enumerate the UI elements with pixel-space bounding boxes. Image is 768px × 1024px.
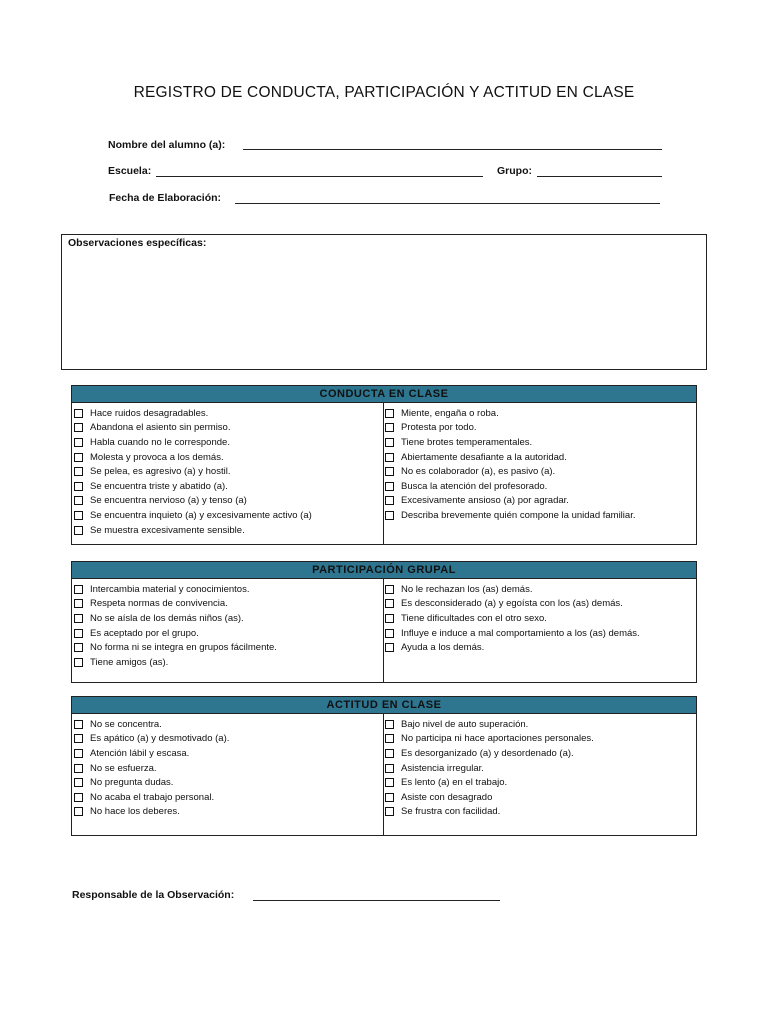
checklist-item[interactable] [384,640,696,655]
participacion-section [71,561,697,683]
checklist-item[interactable] [72,479,383,494]
checkbox[interactable] [385,629,394,638]
checklist-item[interactable] [72,450,383,465]
checklist-column-left [72,714,384,835]
checkbox[interactable] [74,749,83,758]
checkbox[interactable] [385,423,394,432]
checkbox[interactable] [385,793,394,802]
checkbox[interactable] [74,496,83,505]
checkbox[interactable] [385,764,394,773]
checklist-item[interactable] [384,717,696,732]
checklist-item-label: Se encuentra nervioso (a) y tenso (a) [90,495,247,507]
checklist-column-right [384,403,696,544]
checklist-item[interactable] [72,494,383,509]
checklist-item[interactable] [72,761,383,776]
checklist-item-label: Es desconsiderado (a) y egoísta con los (as) demás. [401,598,623,610]
checklist-item-label: Tiene dificultades con el otro sexo. [401,612,547,624]
checkbox[interactable] [385,409,394,418]
checklist-item-label: Respeta normas de convivencia. [90,598,228,610]
checklist-item-label: No se esfuerza. [90,762,157,774]
checklist-item-label: Influye e induce a mal comportamiento a los (as) demás. [401,627,640,639]
checklist-item[interactable] [384,805,696,820]
checklist-item-label: Es aceptado por el grupo. [90,627,199,639]
checklist-item-label: Abiertamente desafiante a la autoridad. [401,451,567,463]
group-line[interactable] [537,176,662,177]
date-line[interactable] [235,203,660,204]
student-name-label: Nombre del alumno (a): [108,139,226,151]
checkbox[interactable] [74,511,83,520]
checklist-item[interactable] [72,626,383,641]
observations-box[interactable] [61,234,707,370]
checklist-column-right [384,714,696,835]
checklist-column-right [384,579,696,682]
section-header: CONDUCTA EN CLASE [72,386,696,403]
checkbox[interactable] [385,720,394,729]
checkbox[interactable] [385,496,394,505]
checkbox[interactable] [74,807,83,816]
checkbox[interactable] [74,526,83,535]
checklist-item-label: Se muestra excesivamente sensible. [90,524,245,536]
checkbox[interactable] [385,585,394,594]
checkbox[interactable] [74,734,83,743]
checkbox[interactable] [385,599,394,608]
actitud-section [71,696,697,836]
checklist-column-left [72,579,384,682]
checkbox[interactable] [74,643,83,652]
checklist-item[interactable] [72,805,383,820]
checkbox[interactable] [74,720,83,729]
checklist-item-label: Habla cuando no le corresponde. [90,436,230,448]
checklist-item-label: Bajo nivel de auto superación. [401,718,529,730]
checklist-item[interactable] [384,761,696,776]
date-label: Fecha de Elaboración: [109,192,222,204]
checklist-item-label: Asistencia irregular. [401,762,484,774]
checkbox[interactable] [74,793,83,802]
checklist-item[interactable] [72,717,383,732]
checklist-item-label: Intercambia material y conocimientos. [90,583,250,595]
checklist-item-label: No pregunta dudas. [90,777,174,789]
checklist-item-label: No se concentra. [90,718,162,730]
checklist-item[interactable] [72,655,383,670]
checkbox[interactable] [385,749,394,758]
checklist-item[interactable] [384,435,696,450]
checklist-item-label: Es lento (a) en el trabajo. [401,777,508,789]
checklist-item-label: Es desorganizado (a) y desordenado (a). [401,747,574,759]
checkbox[interactable] [74,658,83,667]
checklist-item-label: No forma ni se integra en grupos fácilmente. [90,642,277,654]
checklist-item-label: Asiste con desagrado [401,791,493,803]
checklist-item-label: No le rechazan los (as) demás. [401,583,533,595]
responsible-line[interactable] [253,900,500,901]
checklist-item-label: Se encuentra inquieto (a) y excesivamente activo (a) [90,509,312,521]
checklist-item-label: No se aísla de los demás niños (as). [90,612,244,624]
checklist-item-label: Se frustra con facilidad. [401,806,501,818]
checklist-item[interactable] [72,732,383,747]
checkbox[interactable] [385,614,394,623]
checklist-item[interactable] [384,732,696,747]
checkbox[interactable] [385,467,394,476]
checkbox[interactable] [74,629,83,638]
checklist-item-label: Describa brevemente quién compone la unidad familiar. [401,509,636,521]
checklist-item-label: No participa ni hace aportaciones personales. [401,733,594,745]
checklist-item-label: Se encuentra triste y abatido (a). [90,480,228,492]
checklist-item-label: Molesta y provoca a los demás. [90,451,224,463]
checklist-item-label: Miente, engaña o roba. [401,407,499,419]
checklist-item[interactable] [72,464,383,479]
school-line[interactable] [156,176,483,177]
checklist-item-label: Protesta por todo. [401,422,477,434]
checkbox[interactable] [385,734,394,743]
checklist-item[interactable] [384,508,696,523]
checklist-item-label: Se pelea, es agresivo (a) y hostil. [90,466,231,478]
checklist-item[interactable] [72,746,383,761]
checklist-item[interactable] [72,508,383,523]
group-label: Grupo: [497,165,532,177]
checklist-item-label: Ayuda a los demás. [401,642,485,654]
checklist-item[interactable] [384,626,696,641]
checklist-item-label: Tiene brotes temperamentales. [401,436,533,448]
document-title: REGISTRO DE CONDUCTA, PARTICIPACIÓN Y ACTITUD EN CLASE [133,84,635,101]
checkbox[interactable] [74,599,83,608]
checklist-item[interactable] [72,523,383,538]
checklist-item-label: Hace ruidos desagradables. [90,407,209,419]
checklist-item-label: Abandona el asiento sin permiso. [90,422,231,434]
section-header: ACTITUD EN CLASE [72,697,696,714]
student-name-line[interactable] [243,149,662,150]
checkbox[interactable] [74,438,83,447]
checkbox[interactable] [74,453,83,462]
checklist-item-label: Es apático (a) y desmotivado (a). [90,733,230,745]
checklist-item[interactable] [72,597,383,612]
responsible-label: Responsable de la Observación: [72,889,235,901]
checklist-item[interactable] [72,582,383,597]
checklist-item[interactable] [72,640,383,655]
checklist-item[interactable] [72,611,383,626]
checklist-item[interactable] [384,775,696,790]
checkbox[interactable] [74,764,83,773]
checklist-item[interactable] [384,746,696,761]
checklist-item[interactable] [384,790,696,805]
checklist-item[interactable] [72,421,383,436]
checklist-item[interactable] [384,611,696,626]
checkbox[interactable] [385,438,394,447]
conducta-section [71,385,697,545]
checkbox[interactable] [74,409,83,418]
checklist-item-label: Excesivamente ansioso (a) por agradar. [401,495,569,507]
checklist-item-label: Tiene amigos (as). [90,656,169,668]
checkbox[interactable] [385,453,394,462]
checkbox[interactable] [74,467,83,476]
checklist-item[interactable] [384,582,696,597]
checklist-item[interactable] [384,494,696,509]
checklist-item[interactable] [384,464,696,479]
checklist-item[interactable] [384,479,696,494]
checkbox[interactable] [74,778,83,787]
checklist-item-label: No es colaborador (a), es pasivo (a). [401,466,556,478]
checkbox[interactable] [74,585,83,594]
checkbox[interactable] [74,482,83,491]
checklist-item[interactable] [384,597,696,612]
checkbox[interactable] [74,423,83,432]
checkbox[interactable] [74,614,83,623]
checklist-item[interactable] [384,421,696,436]
checklist-item-label: Atención lábil y escasa. [90,747,190,759]
checklist-item-label: Busca la atención del profesorado. [401,480,548,492]
checklist-item-label: No hace los deberes. [90,806,180,818]
school-label: Escuela: [108,165,152,177]
checklist-item[interactable] [72,775,383,790]
checklist-column-left [72,403,384,544]
checklist-item[interactable] [384,406,696,421]
checkbox[interactable] [385,807,394,816]
section-header: PARTICIPACIÓN GRUPAL [72,562,696,579]
observations-label: Observaciones específicas: [68,237,207,249]
checklist-item[interactable] [72,435,383,450]
checkbox[interactable] [385,778,394,787]
checklist-item[interactable] [384,450,696,465]
checkbox[interactable] [385,511,394,520]
checklist-item[interactable] [72,406,383,421]
checklist-item[interactable] [72,790,383,805]
checkbox[interactable] [385,482,394,491]
checklist-item-label: No acaba el trabajo personal. [90,791,215,803]
checkbox[interactable] [385,643,394,652]
